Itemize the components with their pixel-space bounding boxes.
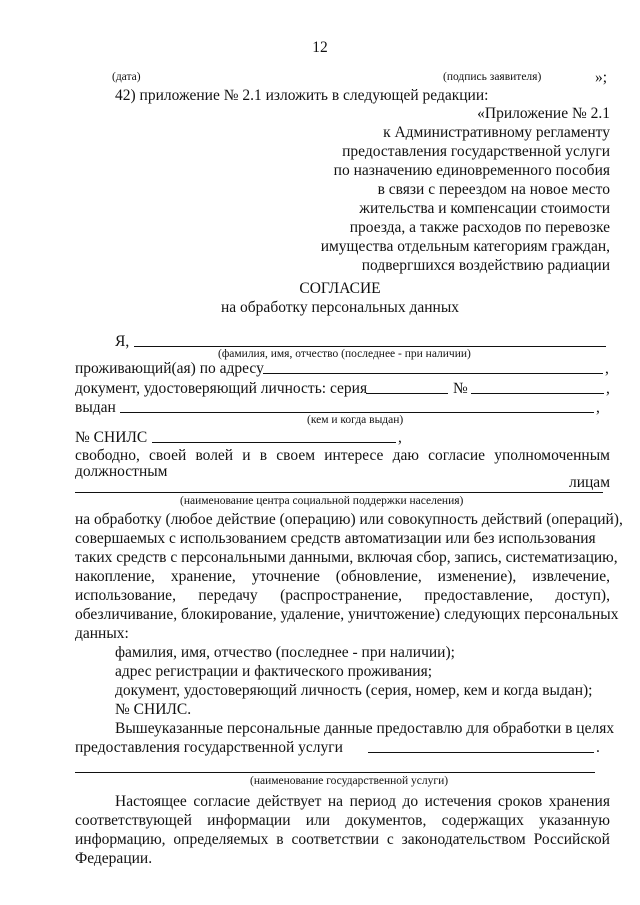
- word: период: [349, 793, 396, 810]
- officials-word: должностным: [75, 463, 168, 480]
- processing-line: [75, 510, 623, 529]
- processing-line: [75, 548, 618, 567]
- doc-title: СОГЛАСИЕ: [299, 280, 381, 297]
- center-hint: (наименование центра социальной поддержки населения): [180, 495, 464, 507]
- word: передачу: [198, 587, 258, 604]
- word: Настоящее: [115, 793, 187, 810]
- validity-line: [75, 830, 610, 849]
- processing-line: [75, 567, 610, 586]
- word: информацию,: [75, 831, 166, 848]
- line-text: таких средств с персональными данными, включая сбор, запись, систематизацию,: [75, 549, 618, 566]
- list-item: документ, удостоверяющий личность (серия, номер, кем и когда выдан);: [115, 682, 593, 699]
- word: информации: [207, 812, 291, 829]
- word: соответствии: [291, 831, 380, 848]
- word: хранения: [548, 793, 610, 810]
- service-name-field[interactable]: [368, 752, 594, 753]
- word: соответствующей: [75, 812, 192, 829]
- word: документов,: [345, 812, 427, 829]
- line-text: на обработку (любое действие (операцию) или совокупность действий (операций),: [75, 511, 623, 528]
- word: содержащих: [441, 812, 524, 829]
- word: указанную: [539, 812, 610, 829]
- address-comma: ,: [605, 360, 609, 377]
- address-field[interactable]: [263, 373, 603, 374]
- issued-label: выдан: [75, 399, 116, 416]
- word: волей: [195, 447, 234, 464]
- item-42: 42) приложение № 2.1 изложить в следующей редакции:: [115, 87, 489, 104]
- word: действует: [256, 793, 322, 810]
- page-number: 12: [312, 39, 328, 56]
- list-item: № СНИЛС.: [115, 701, 192, 718]
- word: в: [259, 447, 268, 464]
- word: в: [276, 831, 284, 848]
- word: или: [305, 812, 331, 829]
- service-name-field-2[interactable]: [75, 772, 595, 773]
- validity-line: [75, 811, 610, 830]
- snils-comma: ,: [398, 429, 402, 446]
- appendix-line: предоставления государственной услуги: [342, 143, 610, 160]
- issued-comma: ,: [596, 399, 600, 416]
- line-text: совершаемых с использованием средств автоматизации или без использования: [75, 530, 596, 547]
- provide-line: предоставления государственной услуги: [75, 739, 343, 756]
- word: уточнение: [251, 568, 320, 585]
- quote-close: »;: [595, 69, 608, 86]
- doc-number-field[interactable]: [471, 393, 604, 394]
- persons-word: лицам: [568, 474, 610, 491]
- doc-subtitle: на обработку персональных данных: [221, 299, 459, 316]
- word: извлечение,: [532, 568, 610, 585]
- validity-last: Федерации.: [75, 850, 153, 867]
- signature-caption: (подпись заявителя): [443, 71, 542, 83]
- list-item: фамилия, имя, отчество (последнее - при наличии);: [115, 644, 455, 661]
- list-item: адрес регистрации и фактического проживания;: [115, 663, 433, 680]
- date-caption: (дата): [112, 71, 141, 83]
- service-hint: (наименование государственной услуги): [250, 775, 449, 787]
- processing-line: [75, 586, 610, 605]
- word: уполномоченным: [494, 447, 610, 464]
- word: хранение,: [170, 568, 236, 585]
- word: свободно,: [75, 447, 140, 464]
- word: истечения: [424, 793, 492, 810]
- processing-line: [75, 605, 619, 624]
- processing-line: [75, 529, 610, 548]
- appendix-line: в связи с переездом на новое место: [377, 181, 610, 198]
- fio-hint: (фамилия, имя, отчество (последнее - при наличии): [218, 348, 471, 360]
- word: и: [242, 447, 251, 464]
- word: (обновление,: [335, 568, 422, 585]
- ya-label: Я,: [115, 333, 130, 350]
- appendix-line: по назначению единовременного пособия: [333, 162, 610, 179]
- word: предоставление,: [424, 587, 533, 604]
- doc-comma: ,: [606, 380, 610, 397]
- doc-series-field[interactable]: [366, 393, 448, 394]
- snils-field[interactable]: [152, 442, 396, 443]
- word: определяемых: [173, 831, 269, 848]
- appendix-line: проезда, а также расходов по перевозке: [349, 219, 610, 236]
- appendix-line: подвергшихся воздействию радиации: [361, 257, 610, 274]
- address-label: проживающий(ая) по адресу: [75, 360, 264, 377]
- appendix-line: к Административному регламенту: [383, 124, 610, 141]
- word: даю: [392, 447, 419, 464]
- word: согласие: [428, 447, 486, 464]
- issued-hint: (кем и когда выдан): [307, 414, 404, 426]
- appendix-line: «Приложение № 2.1: [477, 105, 610, 122]
- doc-number-sign: №: [453, 380, 468, 397]
- word: Российской: [533, 831, 610, 848]
- center-name-field[interactable]: [75, 492, 603, 493]
- word: законодательством: [401, 831, 526, 848]
- processing-last: данных:: [75, 625, 129, 642]
- appendix-line: жительства и компенсации стоимости: [359, 200, 610, 217]
- provide-line: Вышеуказанные персональные данные предоставлю для обработки в целях: [115, 720, 615, 737]
- word: сроков: [497, 793, 543, 810]
- validity-line: [115, 792, 610, 811]
- doc-label: документ, удостоверяющий личность: серия: [75, 380, 368, 397]
- word: с: [386, 831, 394, 848]
- word: интересе: [324, 447, 384, 464]
- word: своем: [276, 447, 316, 464]
- word: доступ),: [555, 587, 610, 604]
- word: согласие: [193, 793, 251, 810]
- provide-period: .: [596, 739, 600, 756]
- line-text: обезличивание, блокирование, удаление, уничтожение) следующих персональных: [75, 606, 619, 623]
- word: (распространение,: [280, 587, 402, 604]
- word: накопление,: [75, 568, 155, 585]
- snils-label: № СНИЛС: [75, 429, 148, 446]
- word: до: [402, 793, 419, 810]
- word: на: [327, 793, 344, 810]
- word: своей: [149, 447, 187, 464]
- appendix-line: имущества отдельным категориям граждан,: [320, 238, 610, 255]
- word: использование,: [75, 587, 176, 604]
- word: изменение),: [437, 568, 517, 585]
